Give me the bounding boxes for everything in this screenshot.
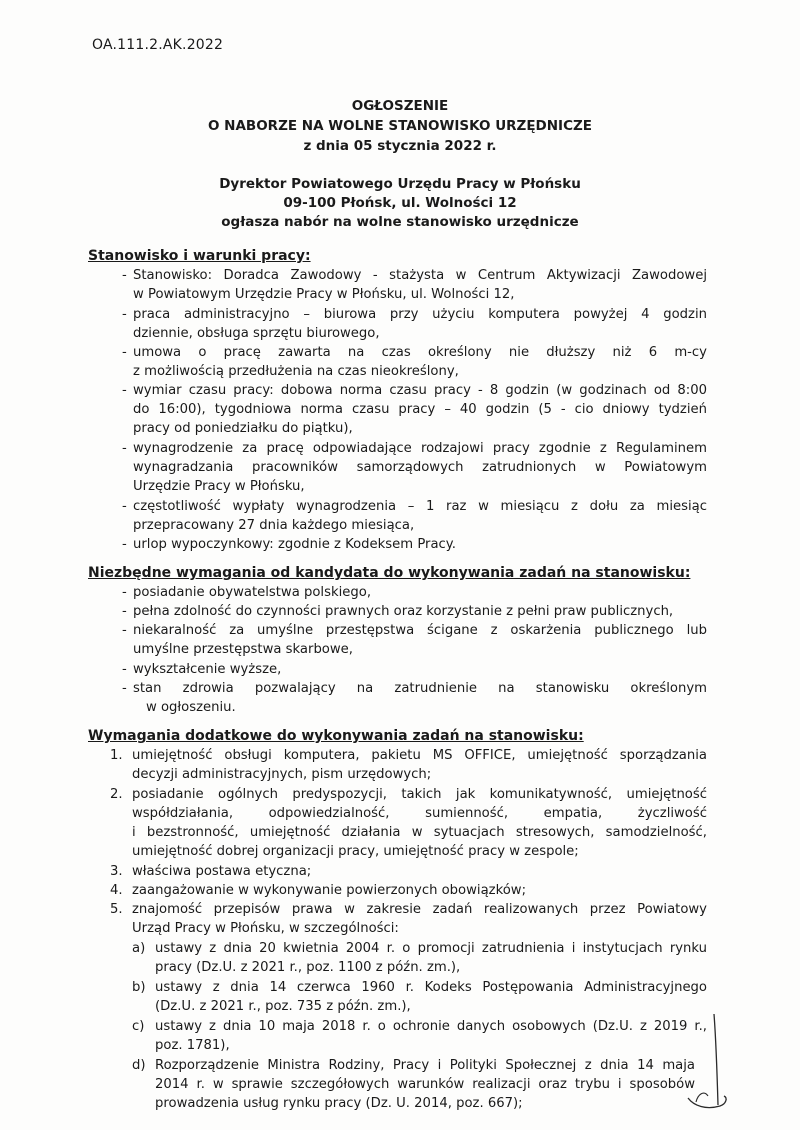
list-item: w Powiatowym Urzędzie Pracy w Płońsku, ul. Wolności 12, [133, 287, 515, 302]
list-item: współdziałania, odpowiedzialność, sumienność, empatia, życzliwość [132, 806, 707, 821]
issuer-statement: ogłasza nabór na wolne stanowisko urzędnicze [221, 214, 579, 230]
list-item: decyzji administracyjnych, pism urzędowych; [132, 767, 432, 782]
list-number: 5. [110, 902, 123, 917]
list-item: częstotliwość wypłaty wynagrodzenia – 1 raz w miesiącu z dołu za miesiąc [133, 499, 707, 514]
signature-icon [676, 1010, 736, 1120]
list-item: umiejętność obsługi komputera, pakietu MS OFFICE, umiejętność sporządzania [132, 748, 707, 763]
list-dash: - [122, 623, 127, 638]
issuer-address: 09-100 Płońsk, ul. Wolności 12 [283, 195, 517, 211]
list-dash: - [122, 383, 127, 398]
list-item: niekaralność za umyślne przestępstwa ścigane z oskarżenia publicznego lub [133, 623, 707, 638]
list-item: umiejętność dobrej organizacji pracy, umiejętność pracy w zespole; [132, 844, 579, 859]
list-item: prowadzenia usług rynku pracy (Dz. U. 2014, poz. 667); [155, 1096, 523, 1111]
list-item: ustawy z dnia 20 kwietnia 2004 r. o promocji zatrudnienia i instytucjach rynku [155, 941, 707, 956]
list-item: Stanowisko: Doradca Zawodowy - stażysta w Centrum Aktywizacji Zawodowej [133, 268, 707, 283]
list-dash: - [122, 681, 127, 696]
list-item: umyślne przestępstwa skarbowe, [133, 642, 353, 657]
list-item: Urząd Pracy w Płońsku, w szczególności: [132, 921, 399, 936]
list-item: 2014 r. w sprawie szczegółowych warunków realizacji oraz trybu i sposobów [155, 1077, 695, 1092]
list-item: stan zdrowia pozwalający na zatrudnienie na stanowisku określonym [133, 681, 707, 696]
list-dash: - [122, 662, 127, 677]
list-item: pracy od poniedziałku do piątku), [133, 421, 353, 436]
list-item: (Dz.U. z 2021 r., poz. 735 z późn. zm.), [155, 999, 411, 1014]
list-letter: c) [132, 1019, 145, 1034]
list-item: znajomość przepisów prawa w zakresie zadań realizowanych przez Powiatowy [132, 902, 707, 917]
list-item: pracy (Dz.U. z 2021 r., poz. 1100 z późn. zm.), [155, 960, 461, 975]
list-item: posiadanie obywatelstwa polskiego, [133, 585, 372, 600]
list-item: wykształcenie wyższe, [133, 662, 282, 677]
section-title-position: Stanowisko i warunki pracy: [88, 248, 311, 264]
list-item: z możliwością przedłużenia na czas nieokreślony, [133, 364, 459, 379]
list-dash: - [122, 307, 127, 322]
list-item: urlop wypoczynkowy: zgodnie z Kodeksem Pracy. [133, 537, 456, 552]
list-item: pełna zdolność do czynności prawnych oraz korzystanie z pełni praw publicznych, [133, 604, 674, 619]
title-date: z dnia 05 stycznia 2022 r. [303, 138, 497, 154]
list-item: dziennie, obsługa sprzętu biurowego, [133, 326, 380, 341]
title-announcement: OGŁOSZENIE [351, 98, 449, 114]
title-subject: O NABORZE NA WOLNE STANOWISKO URZĘDNICZE [207, 118, 593, 134]
list-item: wynagradzania pracowników samorządowych zatrudnionych w Powiatowym [133, 460, 707, 475]
section-title-additional: Wymagania dodatkowe do wykonywania zadań na stanowisku: [88, 728, 584, 744]
list-item: w ogłoszeniu. [146, 700, 236, 715]
reference-number: OA.111.2.AK.2022 [92, 37, 224, 53]
list-item: posiadanie ogólnych predyspozycji, takich jak komunikatywność, umiejętność [132, 787, 707, 802]
list-item: zaangażowanie w wykonywanie powierzonych obowiązków; [132, 883, 527, 898]
list-dash: - [122, 604, 127, 619]
list-number: 2. [110, 787, 123, 802]
list-dash: - [122, 537, 127, 552]
list-item: i bezstronność, umiejętność działania w sytuacjach stresowych, samodzielność, [132, 825, 707, 840]
list-item: właściwa postawa etyczna; [132, 864, 312, 879]
list-dash: - [122, 441, 127, 456]
list-item: Rozporządzenie Ministra Rodziny, Pracy i Polityki Społecznej z dnia 14 maja [155, 1058, 695, 1073]
list-letter: d) [132, 1058, 146, 1073]
list-letter: a) [132, 941, 146, 956]
list-item: Urzędzie Pracy w Płońsku, [133, 479, 305, 494]
list-item: poz. 1781), [155, 1038, 230, 1053]
list-item: umowa o pracę zawarta na czas określony nie dłuższy niż 6 m-cy [133, 345, 707, 360]
section-title-requirements: Niezbędne wymagania od kandydata do wykonywania zadań na stanowisku: [88, 565, 691, 581]
list-item: do 16:00), tygodniowa norma czasu pracy – 40 godzin (5 - cio dniowy tydzień [133, 402, 707, 417]
list-item: wymiar czasu pracy: dobowa norma czasu pracy - 8 godzin (w godzinach od 8:00 [133, 383, 707, 398]
list-number: 1. [110, 748, 123, 763]
list-number: 3. [110, 864, 123, 879]
list-dash: - [122, 499, 127, 514]
list-item: ustawy z dnia 10 maja 2018 r. o ochronie danych osobowych (Dz.U. z 2019 r., [155, 1019, 707, 1034]
list-item: wynagrodzenie za pracę odpowiadające rodzajowi pracy zgodnie z Regulaminem [133, 441, 707, 456]
issuer-name: Dyrektor Powiatowego Urzędu Pracy w Płońsku [219, 176, 581, 192]
list-item: praca administracyjno – biurowa przy użyciu komputera powyżej 4 godzin [133, 307, 707, 322]
list-item: ustawy z dnia 14 czerwca 1960 r. Kodeks Postępowania Administracyjnego [155, 980, 707, 995]
list-letter: b) [132, 980, 146, 995]
list-number: 4. [110, 883, 123, 898]
list-dash: - [122, 585, 127, 600]
list-item: przepracowany 27 dnia każdego miesiąca, [133, 518, 415, 533]
list-dash: - [122, 345, 127, 360]
list-dash: - [122, 268, 127, 283]
